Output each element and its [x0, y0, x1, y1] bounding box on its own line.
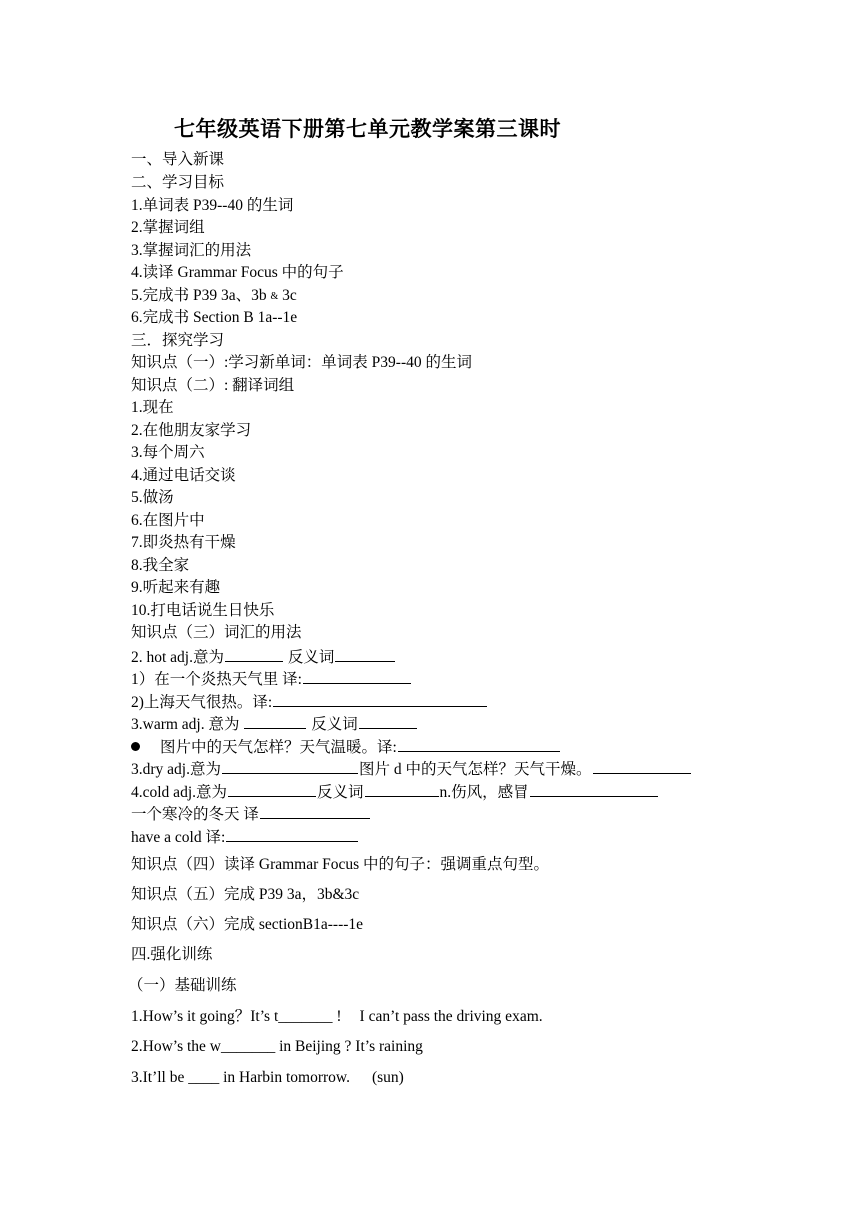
- answer-blank[interactable]: [398, 736, 560, 752]
- usage-dry: 3.dry adj.意为 图片 d 中的天气怎样？天气干燥。: [131, 758, 692, 780]
- answer-blank[interactable]: [273, 691, 487, 707]
- usage-hot: 2. hot adj.意为 反义词: [131, 646, 396, 668]
- knowledge-point-6: 知识点（六）完成 sectionB1a----1e: [131, 916, 364, 933]
- usage-cold-1: 一个寒冷的冬天 译: [131, 803, 371, 825]
- phrase-item: 10.打电话说生日快乐: [131, 602, 275, 619]
- usage-cold: 4.cold adj.意为 反义词 n.伤风，感冒: [131, 781, 659, 803]
- answer-blank[interactable]: [244, 713, 306, 729]
- answer-blank[interactable]: [222, 758, 358, 774]
- goal-item: 2.掌握词组: [131, 219, 205, 236]
- goal-item: 6.完成书 Section B 1a--1e: [131, 309, 298, 326]
- section-intro: 一、导入新课: [131, 151, 225, 168]
- answer-blank[interactable]: [530, 781, 658, 797]
- section-explore: 三．探究学习: [131, 332, 225, 349]
- phrase-item: 5.做汤: [131, 489, 174, 506]
- answer-blank[interactable]: [303, 668, 411, 684]
- goal-5-text: 5.完成书 P39 3a、3b: [131, 287, 267, 304]
- knowledge-point-2: 知识点（二）: 翻译词组: [131, 377, 295, 394]
- phrase-item: 7.即炎热有干燥: [131, 534, 236, 551]
- exercise-2: 2.How’s the w_______ in Beijing ? It’s raining: [131, 1038, 423, 1055]
- knowledge-point-4: 知识点（四）读译 Grammar Focus 中的句子：强调重点句型。: [131, 856, 550, 873]
- page-title: 七年级英语下册第七单元教学案第三课时: [174, 116, 561, 141]
- goal-5-ampersand: &: [270, 291, 279, 302]
- knowledge-point-1: 知识点（一）:学习新单词：单词表 P39--40 的生词: [131, 354, 473, 371]
- usage-warm-question: 图片中的天气怎样？天气温暖。译:: [131, 736, 561, 758]
- phrase-item: 4.通过电话交谈: [131, 467, 236, 484]
- answer-blank[interactable]: [359, 713, 417, 729]
- phrase-item: 6.在图片中: [131, 512, 205, 529]
- goal-item: [131, 286, 297, 307]
- answer-blank[interactable]: [226, 826, 358, 842]
- phrase-item: 1.现在: [131, 399, 174, 416]
- goal-item: 3.掌握词汇的用法: [131, 242, 252, 259]
- answer-blank[interactable]: [225, 646, 283, 662]
- usage-cold-2: have a cold 译:: [131, 826, 359, 848]
- phrase-item: 9.听起来有趣: [131, 579, 221, 596]
- answer-blank[interactable]: [593, 758, 691, 774]
- knowledge-point-3: 知识点（三）词汇的用法: [131, 624, 302, 641]
- phrase-item: 8.我全家: [131, 557, 190, 574]
- exercise-1: 1.How’s it going？It’s t_______ ! I can’t pass the driving exam.: [131, 1008, 543, 1025]
- phrase-item: 3.每个周六: [131, 444, 205, 461]
- knowledge-point-5: 知识点（五）完成 P39 3a，3b&3c: [131, 886, 360, 903]
- exercise-3: 3.It’ll be ____ in Harbin tomorrow. (sun): [131, 1069, 404, 1086]
- answer-blank[interactable]: [228, 781, 316, 797]
- section-goals: 二、学习目标: [131, 174, 225, 191]
- goal-item: 4.读译 Grammar Focus 中的句子: [131, 264, 344, 281]
- usage-hot-2: 2)上海天气很热。译:: [131, 691, 488, 713]
- usage-warm: 3.warm adj. 意为 反义词: [131, 713, 418, 735]
- answer-blank[interactable]: [365, 781, 439, 797]
- answer-blank[interactable]: [260, 803, 370, 819]
- phrase-item: 2.在他朋友家学习: [131, 422, 252, 439]
- training-heading: （一）基础训练: [128, 977, 237, 994]
- section-training: 四.强化训练: [131, 946, 213, 963]
- goal-5-tail: 3c: [282, 287, 297, 304]
- usage-hot-1: 1）在一个炎热天气里 译:: [131, 668, 412, 690]
- answer-blank[interactable]: [335, 646, 395, 662]
- goal-item: 1.单词表 P39--40 的生词: [131, 197, 294, 214]
- bullet-icon: [131, 742, 140, 751]
